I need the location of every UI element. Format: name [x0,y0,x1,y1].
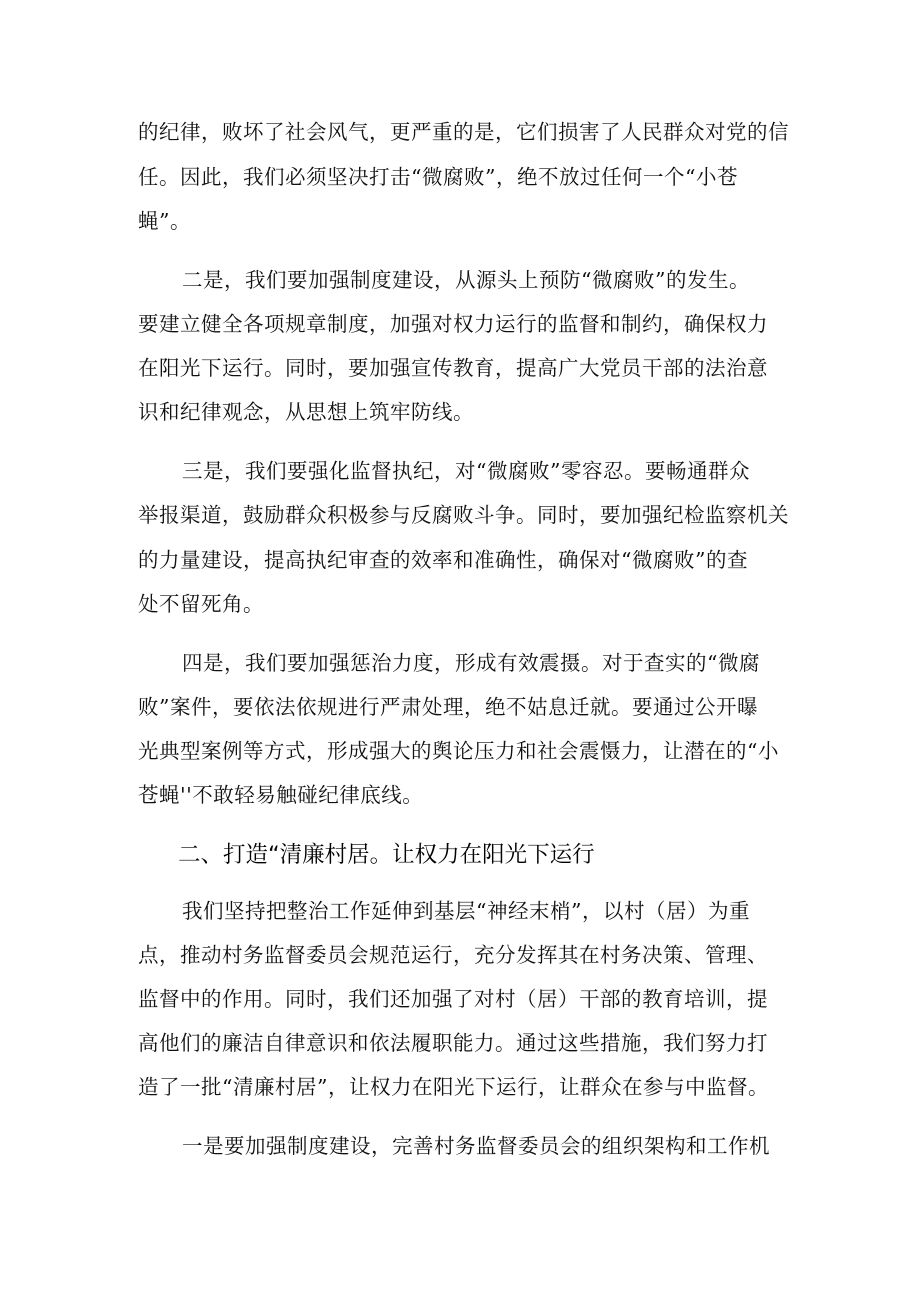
text-line: 要建立健全各项规章制度，加强对权力运行的监督和制约，确保权力 [138,312,768,336]
text-line: 败”案件，要依法依规进行严肃处理，绝不姑息迁就。要通过公开曝 [138,695,758,719]
paragraph-first-line: 二是，我们要加强制度建设，从源头上预防“微腐败”的发生。 [182,268,750,292]
text-line: 点，推动村务监督委员会规范运行，充分发挥其在村务决策、管理、 [138,943,768,967]
paragraph-first-line: 一是要加强制度建设，完善村务监督委员会的组织架构和工作机 [182,1134,770,1158]
text-line: 蝇”。 [138,209,191,233]
paragraph-first-line: 三是，我们要强化监督执纪，对“微腐败”零容忍。要畅通群众 [182,459,750,483]
text-line: 苍蝇''不敢轻易触碰纪律底线。 [138,783,424,807]
text-line: 监督中的作用。同时，我们还加强了对村（居）干部的教育培训，提 [138,987,768,1011]
paragraph-first-line: 我们坚持把整治工作延伸到基层“神经末梢”，以村（居）为重 [182,899,750,923]
text-line: 处不留死角。 [138,592,264,616]
text-line: 任。因此，我们必须坚决打击“微腐败”，绝不放过任何一个“小苍 [138,165,738,189]
text-line: 造了一批“清廉村居”，让权力在阳光下运行，让群众在参与中监督。 [138,1075,769,1099]
text-line: 的纪律，败坏了社会风气，更严重的是，它们损害了人民群众对党的信 [138,120,789,144]
text-line: 高他们的廉洁自律意识和依法履职能力。通过这些措施，我们努力打 [138,1031,768,1055]
paragraph-first-line: 四是，我们要加强惩治力度，形成有效震摄。对于查实的“微腐 [182,651,760,675]
text-line: 的力量建设，提高执纪审查的效率和准确性，确保对“微腐败”的查 [138,548,748,572]
text-line: 举报渠道，鼓励群众积极参与反腐败斗争。同时，要加强纪检监察机关 [138,503,789,527]
section-heading: 二、打造“清廉村居。让权力在阳光下运行 [178,842,595,868]
text-line: 识和纪律观念，从思想上筑牢防线。 [138,400,474,424]
text-line: 光典型案例等方式，形成强大的舆论压力和社会震慑力，让潜在的“小 [138,739,779,763]
text-line: 在阳光下运行。同时，要加强宣传教育，提高广大党员干部的法治意 [138,356,768,380]
